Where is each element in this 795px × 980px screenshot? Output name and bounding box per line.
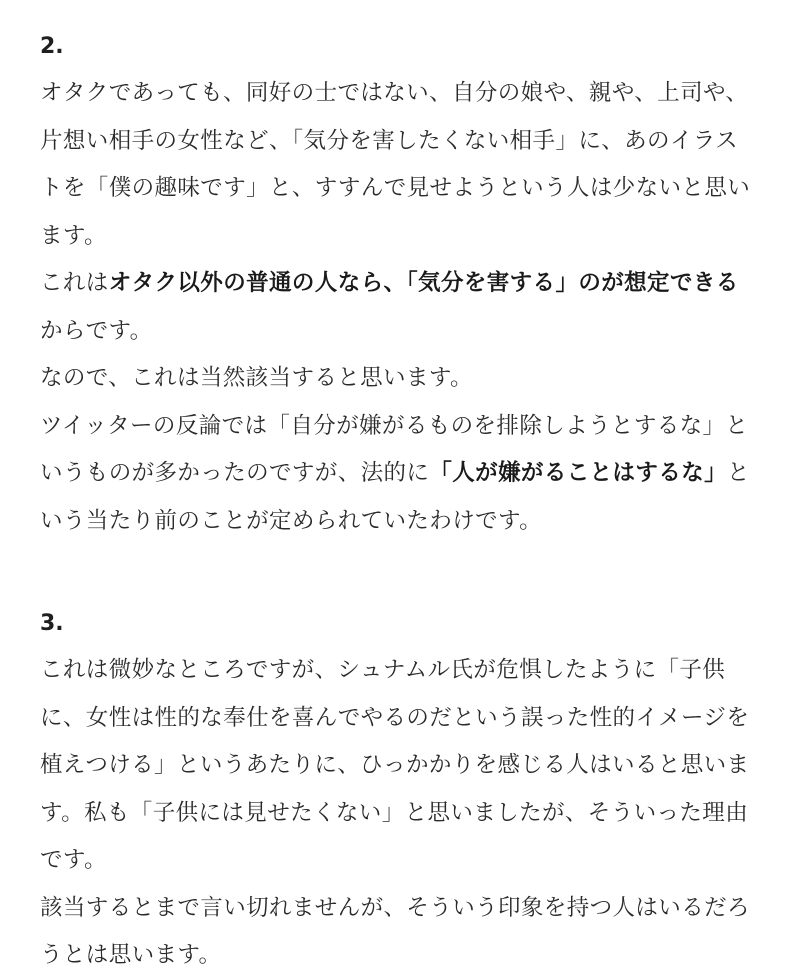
bold-text: 「人が嫌がることはするな」 xyxy=(429,460,728,486)
paragraph: 該当するとまで言い切れませんが、そういう印象を持つ人はいるだろうとは思います。 xyxy=(40,894,750,968)
paragraph-text: これは xyxy=(40,270,109,296)
paragraph-text: ツイッターの反論では「自分が嫌がるものを排除しようとするな」というものが多かったのですが、法的に xyxy=(40,412,749,486)
paragraph: これは微妙なところですが、シュナムル氏が危惧したように「子供に、女性は性的な奉仕を喜んでやるのだという誤った性的イメージを植えつける」というあたりに、ひっかかりを感じる人はいると思います。私も「子供には見せたくない」と思いましたが、そういった理由です。 xyxy=(40,657,750,873)
section-2 xyxy=(40,30,755,545)
paragraph-text: からです。 xyxy=(40,317,153,344)
section-heading: 2. xyxy=(40,34,64,59)
bold-text: オタク以外の普通の人なら、「気分を害する」のが想定できる xyxy=(108,270,739,296)
paragraph xyxy=(40,403,755,546)
paragraph-text: という当たり前のことが定められていたわけです。 xyxy=(40,460,750,534)
paragraph xyxy=(40,260,755,355)
paragraph: オタクであっても、同好の士ではない、自分の娘や、親や、上司や、片想い相手の女性など、「気分を害したくない相手」に、あのイラストを「僕の趣味です」と、すすんで見せようという人は少ないと思います。 xyxy=(40,80,751,249)
paragraph: なので、これは当然該当すると思います。 xyxy=(40,365,473,391)
section-3 xyxy=(40,607,755,980)
section-heading: 3. xyxy=(40,611,64,636)
